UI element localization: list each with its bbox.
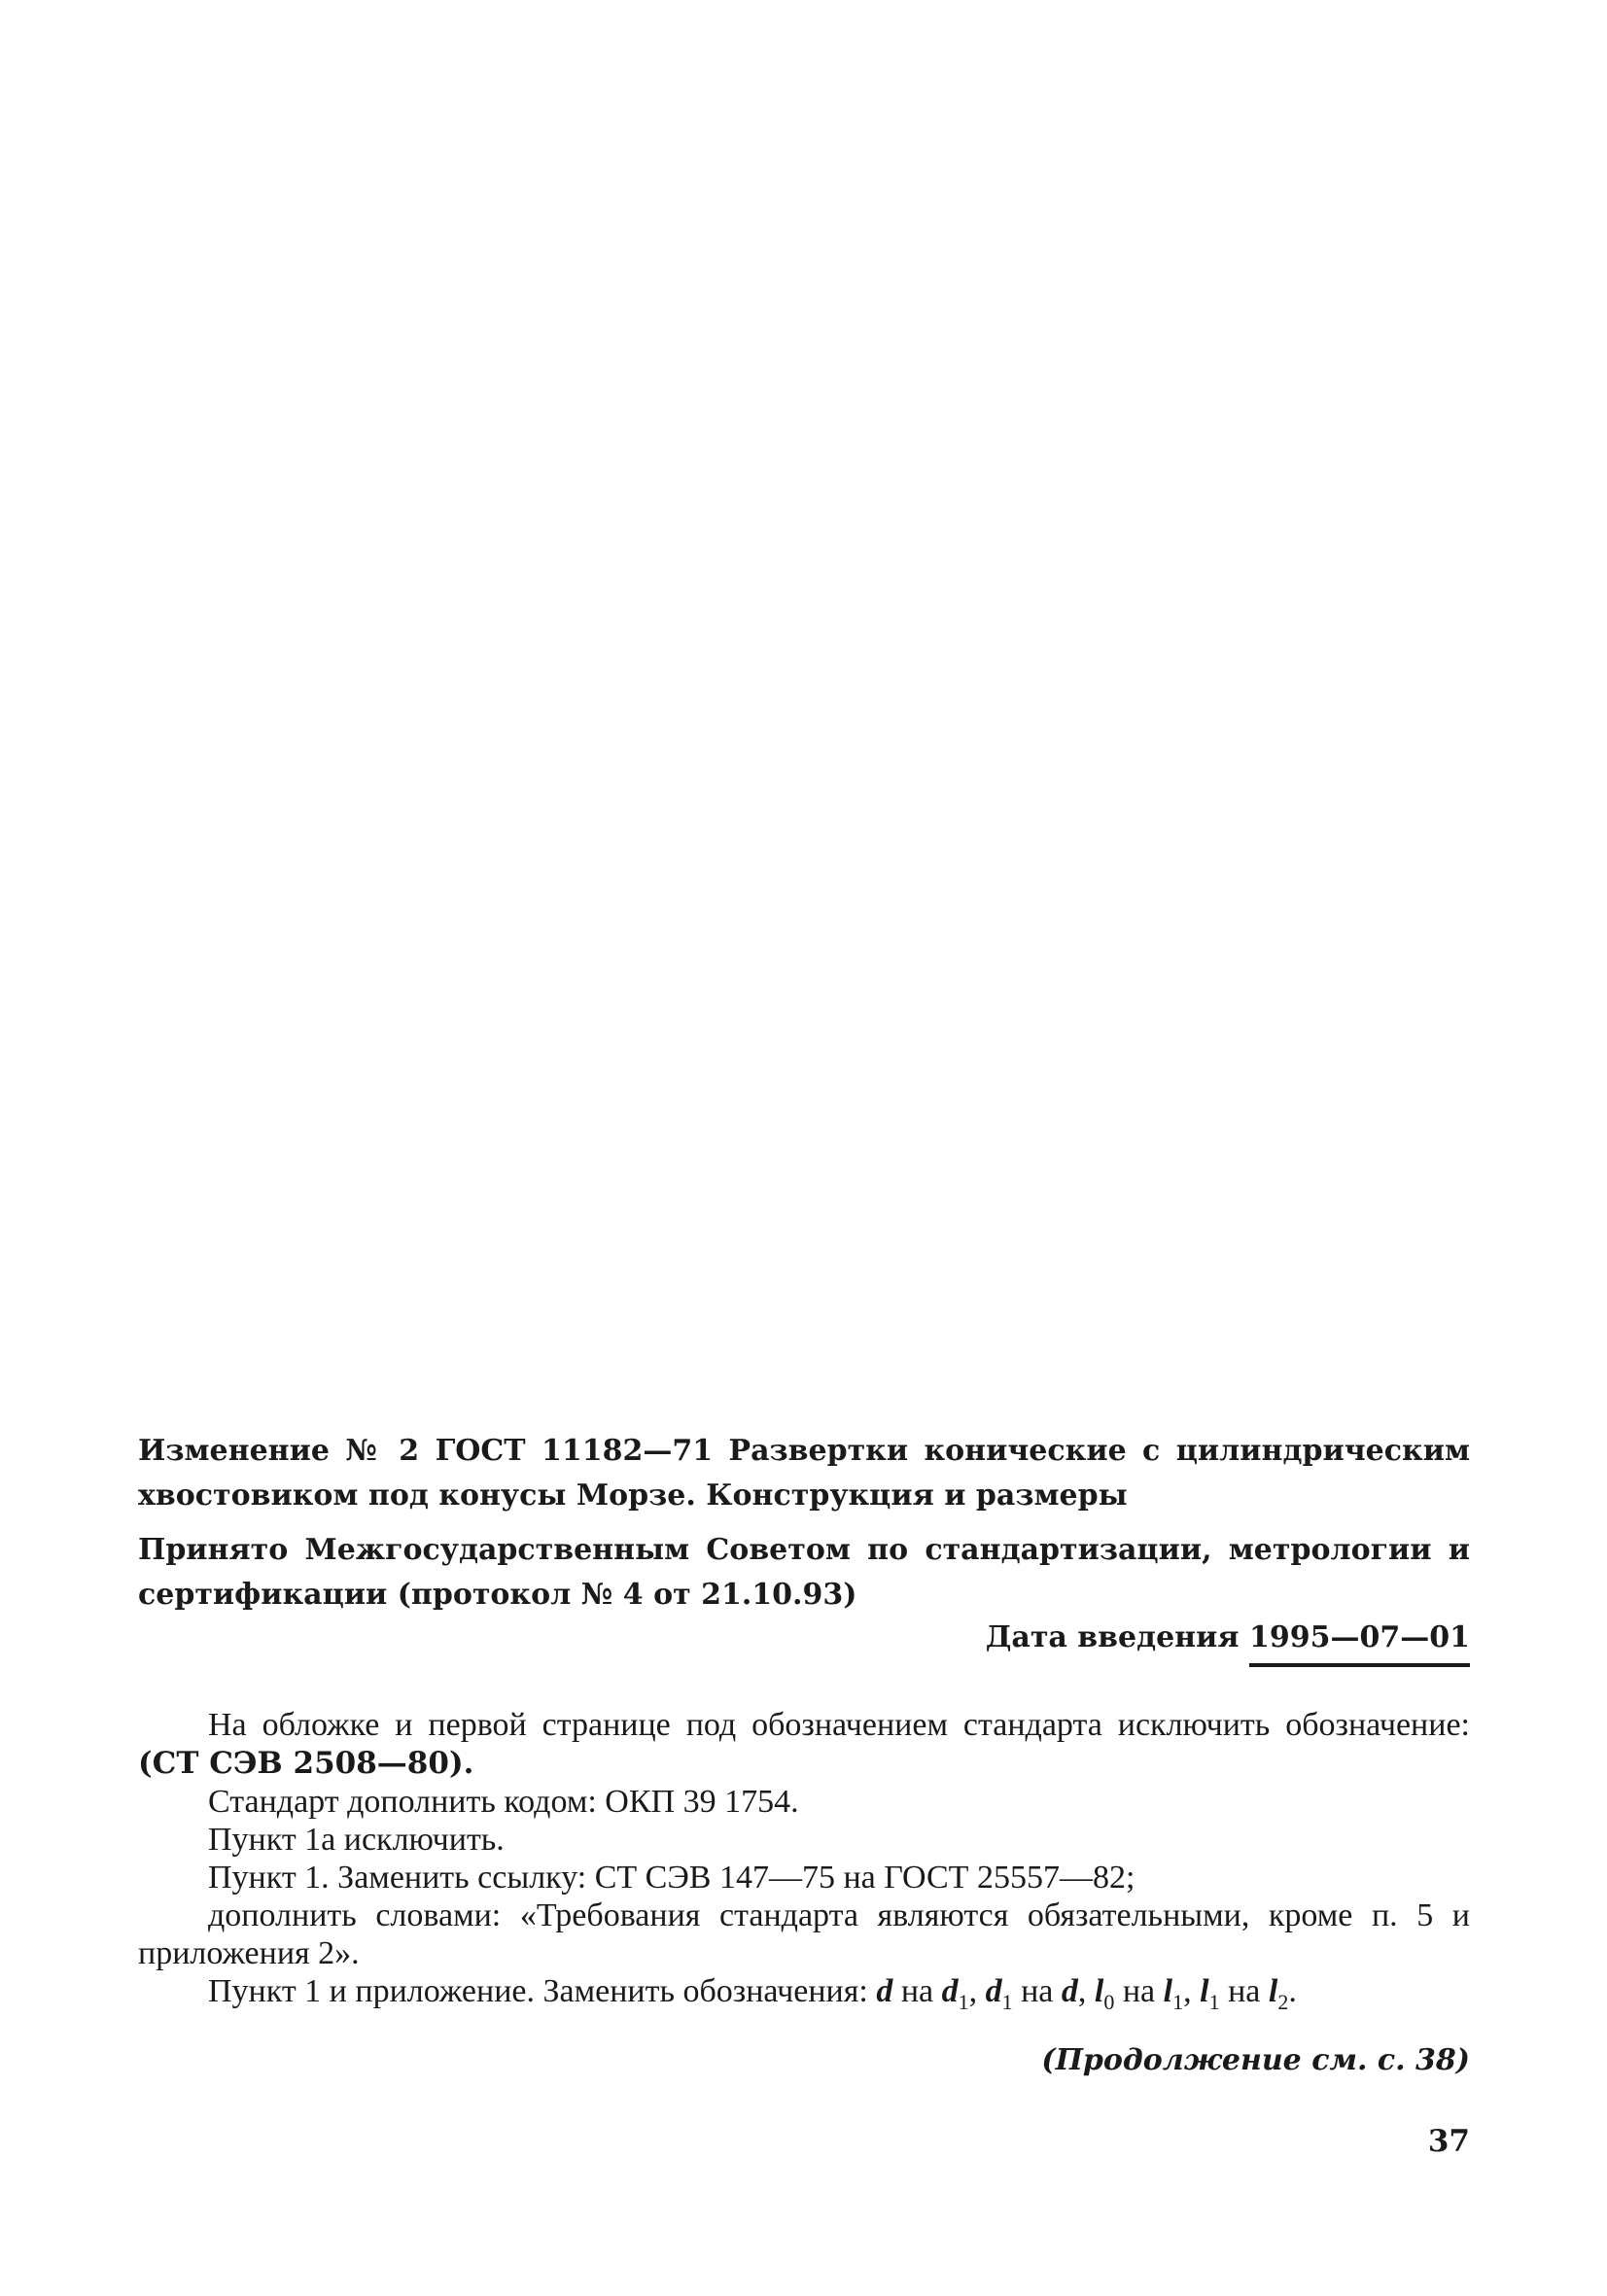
effective-date-label: Дата введения	[985, 1620, 1240, 1654]
paragraph-clause-1-addition: дополнить словами: «Требования стандарта являются обязательными, кроме п. 5 и приложения 2».	[138, 1897, 1470, 1971]
adoption-statement: Принято Межгосударственным Советом по стандартизации, метрологии и сертификации (протокол № 4 от 21.10.93)	[138, 1533, 1470, 1612]
paragraph-okp-code: Стандарт дополнить кодом: ОКП 39 1754.	[208, 1784, 799, 1820]
effective-date-value: 1995—07—01	[1249, 1618, 1470, 1667]
amendment-body	[138, 1706, 1470, 2021]
paragraph-clause-1a: Пункт 1а исключить.	[208, 1822, 505, 1858]
symbol-d1: $d_1$	[941, 1973, 969, 2014]
symbol-d: d	[1061, 1973, 1078, 2009]
paragraph-cover: На обложке и первой странице под обозначением стандарта исключить обозначение: (СТ СЭВ 2508—80).	[138, 1707, 1470, 1781]
symbol-d: d	[876, 1973, 893, 2009]
paragraph-designations: Пункт 1 и приложение. Заменить обозначения: d на $d_1$, $d_1$ на d, $l_0$ на $l_1$, $l_1$ на $l_2$.	[208, 1973, 1297, 2014]
document-title: Изменение № 2 ГОСТ 11182—71 Развертки конические с цилиндрическим хвостовиком под конусы Морзе. Конструкция и размеры	[138, 1434, 1470, 1513]
symbol-l1: $l_1$	[1163, 1973, 1184, 2014]
effective-date	[986, 1618, 1470, 1667]
symbol-l0: $l_0$	[1094, 1973, 1115, 2014]
paragraph-clause-1-reference: Пункт 1. Заменить ссылку: СТ СЭВ 147—75 на ГОСТ 25557—82;	[208, 1860, 1135, 1896]
continuation-note: (Продолжение см. с. 38)	[1041, 2043, 1470, 2077]
symbol-l1: $l_1$	[1200, 1973, 1220, 2014]
symbol-l2: $l_2$	[1268, 1973, 1289, 2014]
cmea-designation: (СТ СЭВ 2508—80).	[138, 1746, 474, 1781]
page-number: 37	[1427, 2124, 1470, 2159]
symbol-d1: $d_1$	[985, 1973, 1013, 2014]
